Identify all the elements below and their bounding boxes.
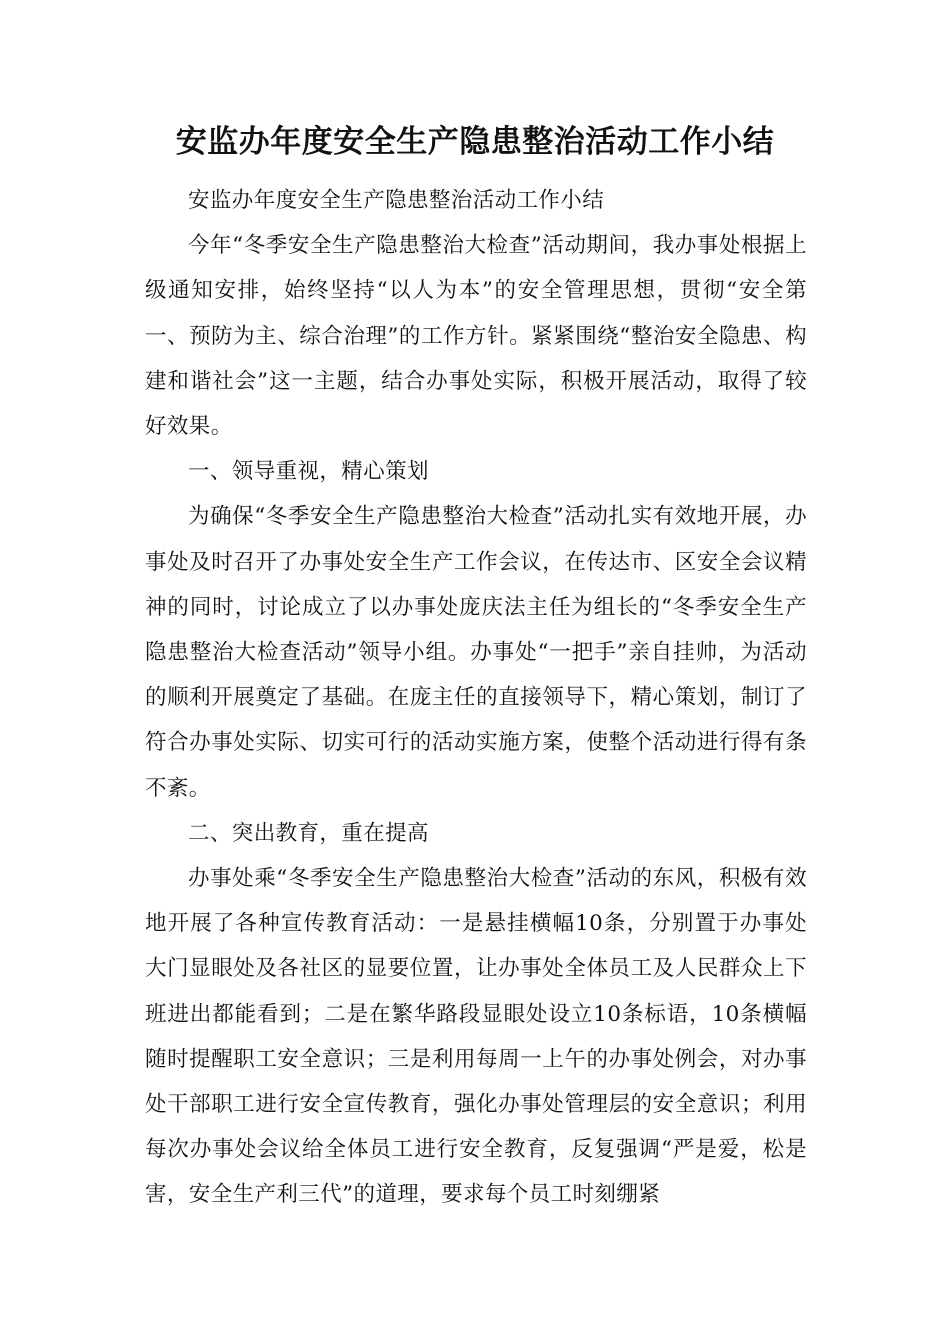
paragraph-intro: 今年“冬季安全生产隐患整治大检查”活动期间，我办事处根据上级通知安排，始终坚持“以人为本”的安全管理思想，贯彻“安全第一、预防为主、综合治理”的工作方针。紧紧围绕“整治安全隐患、构建和谐社会”这一主题，结合办事处实际，积极开展活动，取得了较好效果。 xyxy=(145,233,807,440)
paragraph-section-2: 办事处乘“冬季安全生产隐患整治大检查”活动的东风，积极有效地开展了各种宣传教育活动：一是悬挂横幅10条，分别置于办事处大门显眼处及各社区的显要位置，让办事处全体员工及人民群众上下班进出都能看到；二是在繁华路段显眼处设立10条标语，10条横幅随时提醒职工安全意识；三是利用每周一上午的办事处例会，对办事处干部职工进行安全宣传教育，强化办事处管理层的安全意识；利用每次办事处会议给全体员工进行安全教育，反复强调“严是爱，松是害，安全生产利三代”的道理，要求每个员工时刻绷紧 xyxy=(145,866,807,1208)
paragraph-section-1: 为确保“冬季安全生产隐患整治大检查”活动扎实有效地开展，办事处及时召开了办事处安全生产工作会议，在传达市、区安全会议精神的同时，讨论成立了以办事处庞庆法主任为组长的“冬季安全生产隐患整治大检查活动”领导小组。办事处“一把手”亲自挂帅，为活动的顺利开展奠定了基础。在庞主任的直接领导下，精心策划，制订了符合办事处实际、切实可行的活动实施方案，使整个活动进行得有条不紊。 xyxy=(145,504,807,801)
section-heading-2: 二、突出教育，重在提高 xyxy=(188,820,429,846)
document-body xyxy=(145,178,807,1218)
paragraph-subtitle: 安监办年度安全生产隐患整治活动工作小结 xyxy=(188,188,605,213)
section-heading-1: 一、领导重视，精心策划 xyxy=(188,459,429,485)
document-title: 安监办年度安全生产隐患整治活动工作小结 xyxy=(175,124,775,160)
